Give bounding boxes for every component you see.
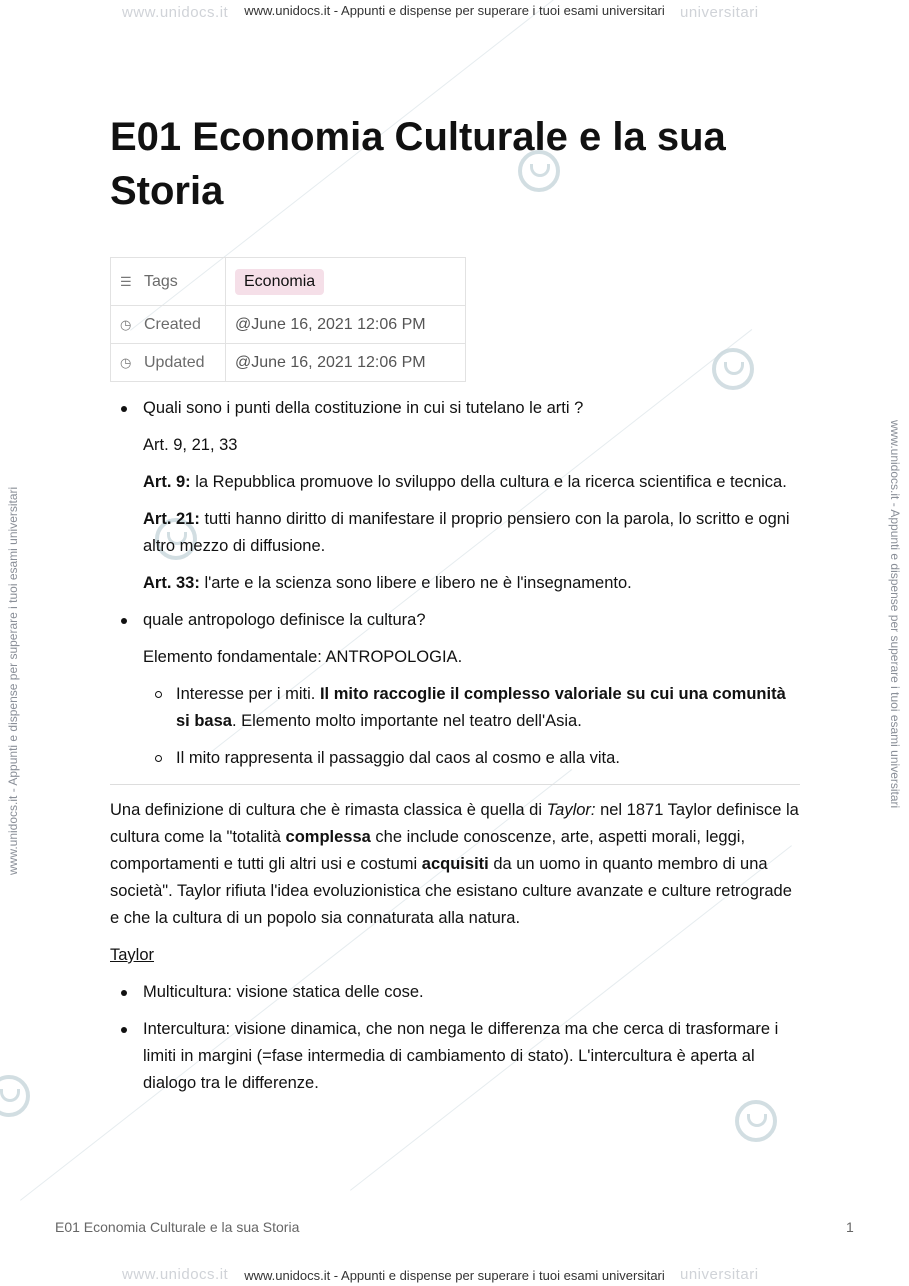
- text-run: nel 1871 Taylor definisce la cultura come la "totalità: [110, 801, 799, 846]
- list-item: [110, 607, 800, 634]
- list-item: [110, 395, 800, 422]
- property-label: Created: [144, 315, 201, 333]
- property-label: Updated: [144, 353, 205, 371]
- property-row-updated: [111, 344, 466, 382]
- property-row-tags: [111, 258, 466, 306]
- property-value: [226, 344, 466, 382]
- created-date: @June 16, 2021 12:06 PM: [235, 315, 426, 333]
- watermark-logo-icon: [735, 1100, 777, 1142]
- watermark-ghost-text: universitari: [680, 4, 759, 21]
- list-icon: ☰: [120, 273, 132, 289]
- footer-title: E01 Economia Culturale e la sua Storia: [55, 1219, 300, 1235]
- divider: [110, 784, 800, 785]
- clock-icon: ◷: [120, 354, 132, 370]
- article-paragraph: [110, 506, 800, 560]
- list-text: Multicultura: visione statica delle cose.: [143, 983, 424, 1001]
- sub-list-item: [110, 745, 800, 772]
- page-title: E01 Economia Culturale e la sua Storia: [110, 115, 726, 213]
- watermark-banner-bottom: www.unidocs.it - Appunti e dispense per superare i tuoi esami universitari: [244, 1268, 665, 1283]
- property-value: [226, 258, 466, 306]
- taylor-paragraph: [110, 942, 800, 969]
- text-run: Una definizione di cultura che è rimasta classica è quella di: [110, 801, 547, 819]
- article-paragraph: [110, 570, 800, 597]
- clock-icon: ◷: [120, 316, 132, 332]
- question-text: Quali sono i punti della costituzione in cui si tutelano le arti ?: [143, 399, 584, 417]
- tag-badge[interactable]: Economia: [235, 269, 324, 295]
- page-number: 1: [846, 1219, 854, 1235]
- answer-text: Elemento fondamentale: ANTROPOLOGIA.: [143, 648, 463, 666]
- list-item: [110, 1016, 800, 1097]
- list-item: [110, 979, 800, 1006]
- property-key: [111, 258, 226, 306]
- watermark-ghost-text: universitari: [680, 1266, 759, 1283]
- property-value: [226, 306, 466, 344]
- definition-paragraph: [110, 797, 800, 932]
- taylor-link[interactable]: Taylor: [110, 946, 155, 964]
- text-run: da un uomo in quanto membro di una società". Taylor rifiuta l'idea evoluzionistica che esistano culture avanzate e culture retrograde e che la cultura di un popolo sia connaturata alla natura.: [110, 855, 792, 927]
- answer-text: Art. 9, 21, 33: [143, 436, 238, 454]
- text-run: che include conoscenze, arte, aspetti morali, leggi, comportamenti e tutti gli altri usi e costumi: [110, 828, 746, 873]
- sub-text: Interesse per i miti.: [176, 685, 320, 703]
- watermark-banner-top: www.unidocs.it - Appunti e dispense per superare i tuoi esami universitari: [244, 3, 665, 18]
- bold-text: complessa: [285, 828, 371, 846]
- article-label: Art. 21:: [143, 510, 200, 528]
- document-body: [110, 395, 800, 1097]
- sub-text: Il mito rappresenta il passaggio dal caos al cosmo e alla vita.: [176, 749, 620, 767]
- properties-table: [110, 257, 466, 382]
- property-label: Tags: [144, 272, 178, 290]
- sub-list-item: [110, 681, 800, 735]
- article-paragraph: [110, 469, 800, 496]
- updated-date: @June 16, 2021 12:06 PM: [235, 353, 426, 371]
- article-label: Art. 9:: [143, 473, 191, 491]
- article-text: la Repubblica promuove lo sviluppo della cultura e la ricerca scientifica e tecnica.: [190, 473, 787, 491]
- article-text: l'arte e la scienza sono libere e libero ne è l'insegnamento.: [199, 574, 632, 592]
- property-key: [111, 306, 226, 344]
- watermark-side-right: www.unidocs.it - Appunti e dispense per superare i tuoi esami universitari: [888, 420, 902, 809]
- list-text: Intercultura: visione dinamica, che non nega le differenza ma che cerca di trasformare i limiti in margini (=fase intermedia di cambiamento di stato). L'intercultura è aperta al dialogo tra le differenze.: [143, 1020, 779, 1092]
- watermark-side-left: www.unidocs.it - Appunti e dispense per superare i tuoi esami universitari: [6, 486, 20, 875]
- italic-text: Taylor:: [546, 801, 596, 819]
- question-text: quale antropologo definisce la cultura?: [143, 611, 426, 629]
- property-row-created: [111, 306, 466, 344]
- watermark-logo-icon: [712, 348, 754, 390]
- article-text: tutti hanno diritto di manifestare il proprio pensiero con la parola, lo scritto e ogni altro mezzo di diffusione.: [143, 510, 790, 555]
- watermark-logo-icon: [0, 1075, 30, 1117]
- watermark-ghost-text: www.unidocs.it: [122, 4, 229, 21]
- sub-text: . Elemento molto importante nel teatro dell'Asia.: [231, 712, 582, 730]
- watermark-ghost-text: www.unidocs.it: [122, 1266, 229, 1283]
- article-label: Art. 33:: [143, 574, 200, 592]
- sub-bold-text: Il mito raccoglie il complesso valoriale su cui una comunità si basa: [176, 685, 786, 730]
- property-key: [111, 344, 226, 382]
- bold-text: acquisiti: [421, 855, 489, 873]
